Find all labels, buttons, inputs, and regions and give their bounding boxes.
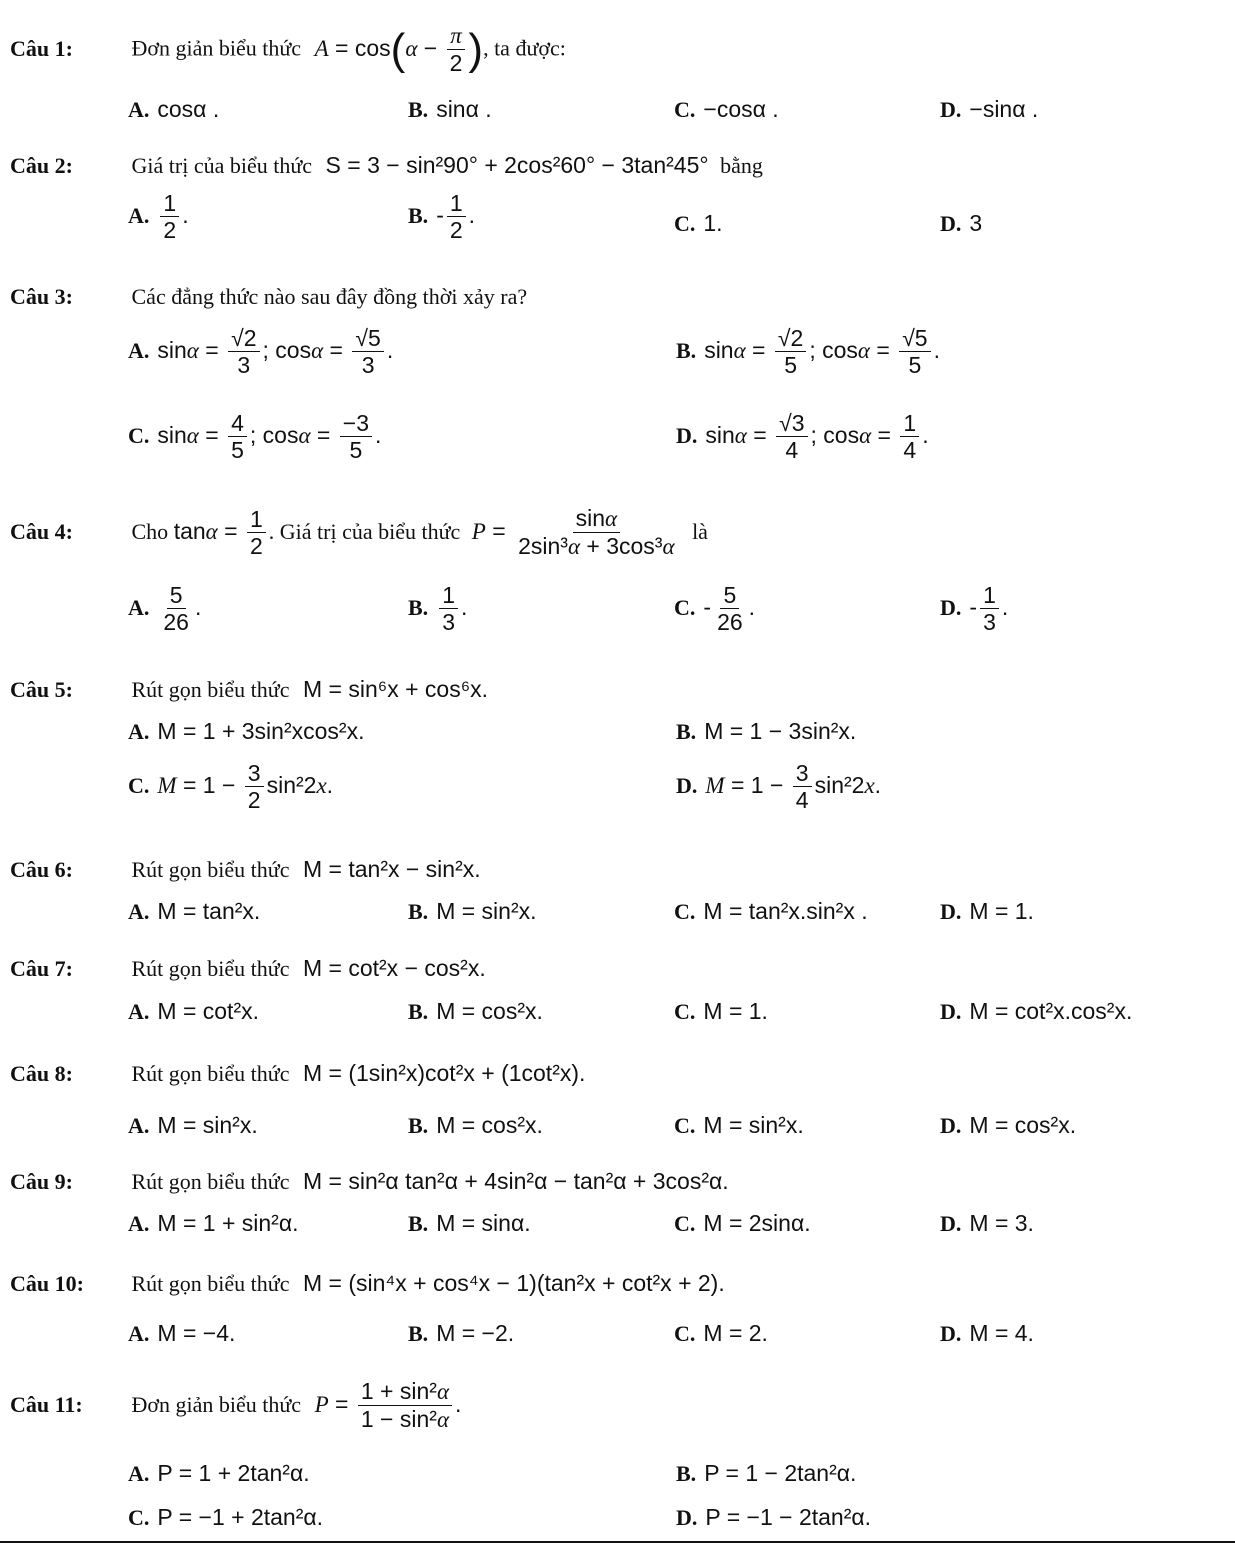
- option-text: M = 1 + 3sin²xcos²x.: [157, 718, 365, 744]
- question-label: Câu 7:: [10, 956, 73, 981]
- question-stem: Rút gọn biểu thức: [131, 956, 290, 981]
- option-d: D. sinα = $\frac{√3}{4}$ ; cosα = $\frac{1}{4}$ .: [676, 410, 929, 464]
- question-5: [10, 676, 488, 703]
- question-10: [10, 1270, 725, 1297]
- option-c: C. P = −1 + 2tan²α.: [128, 1504, 324, 1530]
- formula: S = 3 − sin²90° + 2cos²60° − 3tan²45°: [325, 152, 709, 178]
- question-label: Câu 10:: [10, 1271, 84, 1296]
- option-text: M = sinα.: [436, 1210, 531, 1236]
- option-text: −sinα .: [969, 96, 1039, 122]
- option-text: M = cot²x.: [157, 998, 259, 1024]
- question-3: [10, 284, 527, 310]
- option-text: P = 1 + 2tan²α.: [157, 1460, 310, 1486]
- formula: P = $\frac{\sin\alpha}{\text{2sin³α + 3cos³α}}$: [471, 505, 675, 560]
- question-label: Câu 11:: [10, 1392, 83, 1418]
- option-b: B. M = sin²x.: [408, 898, 537, 924]
- option-text: M = sin²x.: [157, 1112, 258, 1138]
- option-b: B. $\frac{1}{3}$ .: [408, 582, 468, 636]
- question-tail: bằng: [720, 153, 763, 178]
- option-b: B. M = −2.: [408, 1320, 515, 1346]
- option-text: M = 1.: [969, 898, 1034, 924]
- option-a: A. $\frac{1}{2}$ .: [128, 190, 189, 244]
- option-text: M = cot²x.cos²x.: [969, 998, 1133, 1024]
- option-b: B. sinα .: [408, 96, 492, 122]
- question-label: Câu 6:: [10, 857, 73, 882]
- option-c: C. sinα = $\frac{4}{5}$ ; cosα = $\frac{-3}{5}$ .: [128, 410, 382, 464]
- option-text: M = tan²x.: [157, 898, 261, 924]
- option-text: cosα .: [157, 96, 220, 122]
- option-d: D. P = −1 − 2tan²α.: [676, 1504, 872, 1530]
- question-stem: Rút gọn biểu thức: [131, 1271, 290, 1296]
- option-text: M = cos²x.: [969, 1112, 1077, 1138]
- option-text: M = sin²x.: [703, 1112, 804, 1138]
- question-label: Câu 9:: [10, 1169, 73, 1194]
- question-4: [10, 505, 708, 561]
- option-text: P = 1 − 2tan²α.: [704, 1460, 857, 1486]
- option-text: M = sin²x.: [436, 898, 537, 924]
- option-c: C. M = tan²x.sin²x .: [674, 898, 868, 924]
- option-text: M = 1 + sin²α.: [157, 1210, 299, 1236]
- option-a: A. M = cot²x.: [128, 998, 259, 1024]
- option-a: A. $\frac{5}{26}$ .: [128, 582, 202, 636]
- question-stem: Rút gọn biểu thức: [131, 677, 290, 702]
- option-text: M = tan²x.sin²x .: [703, 898, 868, 924]
- option-text: M = 3.: [969, 1210, 1034, 1236]
- option-d: D. M = 1 − $\frac{3}{4}$ sin²2x.: [676, 760, 882, 814]
- formula: M = sin²α tan²α + 4sin²α − tan²α + 3cos²α.: [302, 1168, 729, 1194]
- option-text: M = 1.: [703, 998, 768, 1024]
- option-c: C. M = 2.: [674, 1320, 768, 1346]
- option-b: B. sinα = $\frac{√2}{5}$ ; cosα = $\frac{√5}{5}$ .: [676, 325, 940, 379]
- option-a: A. M = −4.: [128, 1320, 236, 1346]
- question-label: Câu 5:: [10, 677, 73, 702]
- option-text: 1.: [703, 210, 723, 236]
- formula: M = sin⁶x + cos⁶x.: [302, 676, 489, 702]
- question-stem: Cho: [131, 519, 169, 545]
- question-label: Câu 3:: [10, 284, 73, 309]
- question-stem: Rút gọn biểu thức: [131, 1061, 290, 1086]
- formula: M = (1sin²x)cot²x + (1cot²x).: [302, 1060, 586, 1086]
- question-7: [10, 955, 486, 982]
- option-b: B. M = sinα.: [408, 1210, 531, 1236]
- option-a: A. cosα .: [128, 96, 220, 122]
- formula: A = cos(α − $\frac{\pi}{2}$ ): [314, 23, 484, 77]
- question-label: Câu 8:: [10, 1061, 73, 1086]
- option-text: M = 2.: [703, 1320, 768, 1346]
- option-a: A. M = 1 + 3sin²xcos²x.: [128, 718, 365, 744]
- option-text: P = −1 − 2tan²α.: [705, 1504, 872, 1530]
- option-text: sinα .: [436, 96, 492, 122]
- option-b: B. - $\frac{1}{2}$ .: [408, 190, 476, 244]
- option-d: D. M = cot²x.cos²x.: [940, 998, 1133, 1024]
- option-text: −cosα .: [703, 96, 779, 122]
- question-stem: Các đẳng thức nào sau đây đồng thời xảy ra?: [131, 284, 528, 309]
- question-2: [10, 152, 763, 179]
- question-stem: Giá trị của biểu thức: [131, 153, 313, 178]
- question-11: [10, 1378, 461, 1434]
- option-c: C. M = sin²x.: [674, 1112, 804, 1138]
- formula: M = cot²x − cos²x.: [302, 955, 486, 981]
- question-stem-mid: . Giá trị của biểu thức: [268, 519, 461, 545]
- question-label: Câu 4:: [10, 519, 73, 545]
- formula: tanα = $\frac{1}{2}$: [174, 518, 269, 544]
- option-text: P = −1 + 2tan²α.: [157, 1504, 324, 1530]
- option-text: M = cos²x.: [436, 1112, 543, 1138]
- question-stem: Đơn giản biểu thức: [131, 1392, 302, 1418]
- option-text: M = −2.: [436, 1320, 515, 1346]
- option-text: M = 1 − 3sin²x.: [704, 718, 857, 744]
- option-a: A. P = 1 + 2tan²α.: [128, 1460, 310, 1486]
- question-8: [10, 1060, 585, 1087]
- question-stem: Đơn giản biểu thức: [131, 35, 302, 61]
- bottom-divider: [0, 1541, 1235, 1543]
- option-b: B. M = cos²x.: [408, 998, 543, 1024]
- question-stem: Rút gọn biểu thức: [131, 1169, 290, 1194]
- option-a: A. M = sin²x.: [128, 1112, 258, 1138]
- option-text: 3: [969, 210, 983, 236]
- option-b: B. P = 1 − 2tan²α.: [676, 1460, 857, 1486]
- option-b: B. M = 1 − 3sin²x.: [676, 718, 857, 744]
- question-tail: là: [692, 519, 708, 545]
- question-label: Câu 1:: [10, 35, 73, 61]
- option-a: A. sinα = $\frac{√2}{3}$ ; cosα = $\frac{√5}{3}$ .: [128, 325, 394, 379]
- option-c: C. −cosα .: [674, 96, 779, 122]
- formula: M = tan²x − sin²x.: [302, 856, 481, 882]
- option-a: A. M = 1 + sin²α.: [128, 1210, 299, 1236]
- option-d: D. 3: [940, 210, 983, 236]
- question-label: Câu 2:: [10, 153, 73, 178]
- option-b: B. M = cos²x.: [408, 1112, 543, 1138]
- option-a: A. M = tan²x.: [128, 898, 261, 924]
- option-d: D. M = 3.: [940, 1210, 1034, 1236]
- question-1: [10, 22, 566, 77]
- formula: P = $\frac{\text{1 + sin²α}}{\text{1 − sin²α}}$ .: [314, 1378, 462, 1433]
- formula: M = (sin⁴x + cos⁴x − 1)(tan²x + cot²x + 2).: [302, 1270, 725, 1296]
- question-6: [10, 856, 481, 883]
- option-d: D. M = cos²x.: [940, 1112, 1077, 1138]
- option-c: C. M = 2sinα.: [674, 1210, 811, 1236]
- option-d: D. M = 4.: [940, 1320, 1034, 1346]
- question-tail: , ta được:: [483, 35, 566, 61]
- option-text: M = −4.: [157, 1320, 236, 1346]
- option-c: C. 1.: [674, 210, 723, 236]
- option-c: C. - $\frac{5}{26}$ .: [674, 582, 756, 636]
- option-d: D. - $\frac{1}{3}$ .: [940, 582, 1009, 636]
- option-text: M = cos²x.: [436, 998, 543, 1024]
- option-d: D. M = 1.: [940, 898, 1034, 924]
- option-c: C. M = 1.: [674, 998, 768, 1024]
- question-9: [10, 1168, 729, 1195]
- option-c: C. M = 1 − $\frac{3}{2}$ sin²2x.: [128, 760, 334, 814]
- option-text: M = 2sinα.: [703, 1210, 811, 1236]
- question-stem: Rút gọn biểu thức: [131, 857, 290, 882]
- option-text: M = 4.: [969, 1320, 1034, 1346]
- option-d: D. −sinα .: [940, 96, 1039, 122]
